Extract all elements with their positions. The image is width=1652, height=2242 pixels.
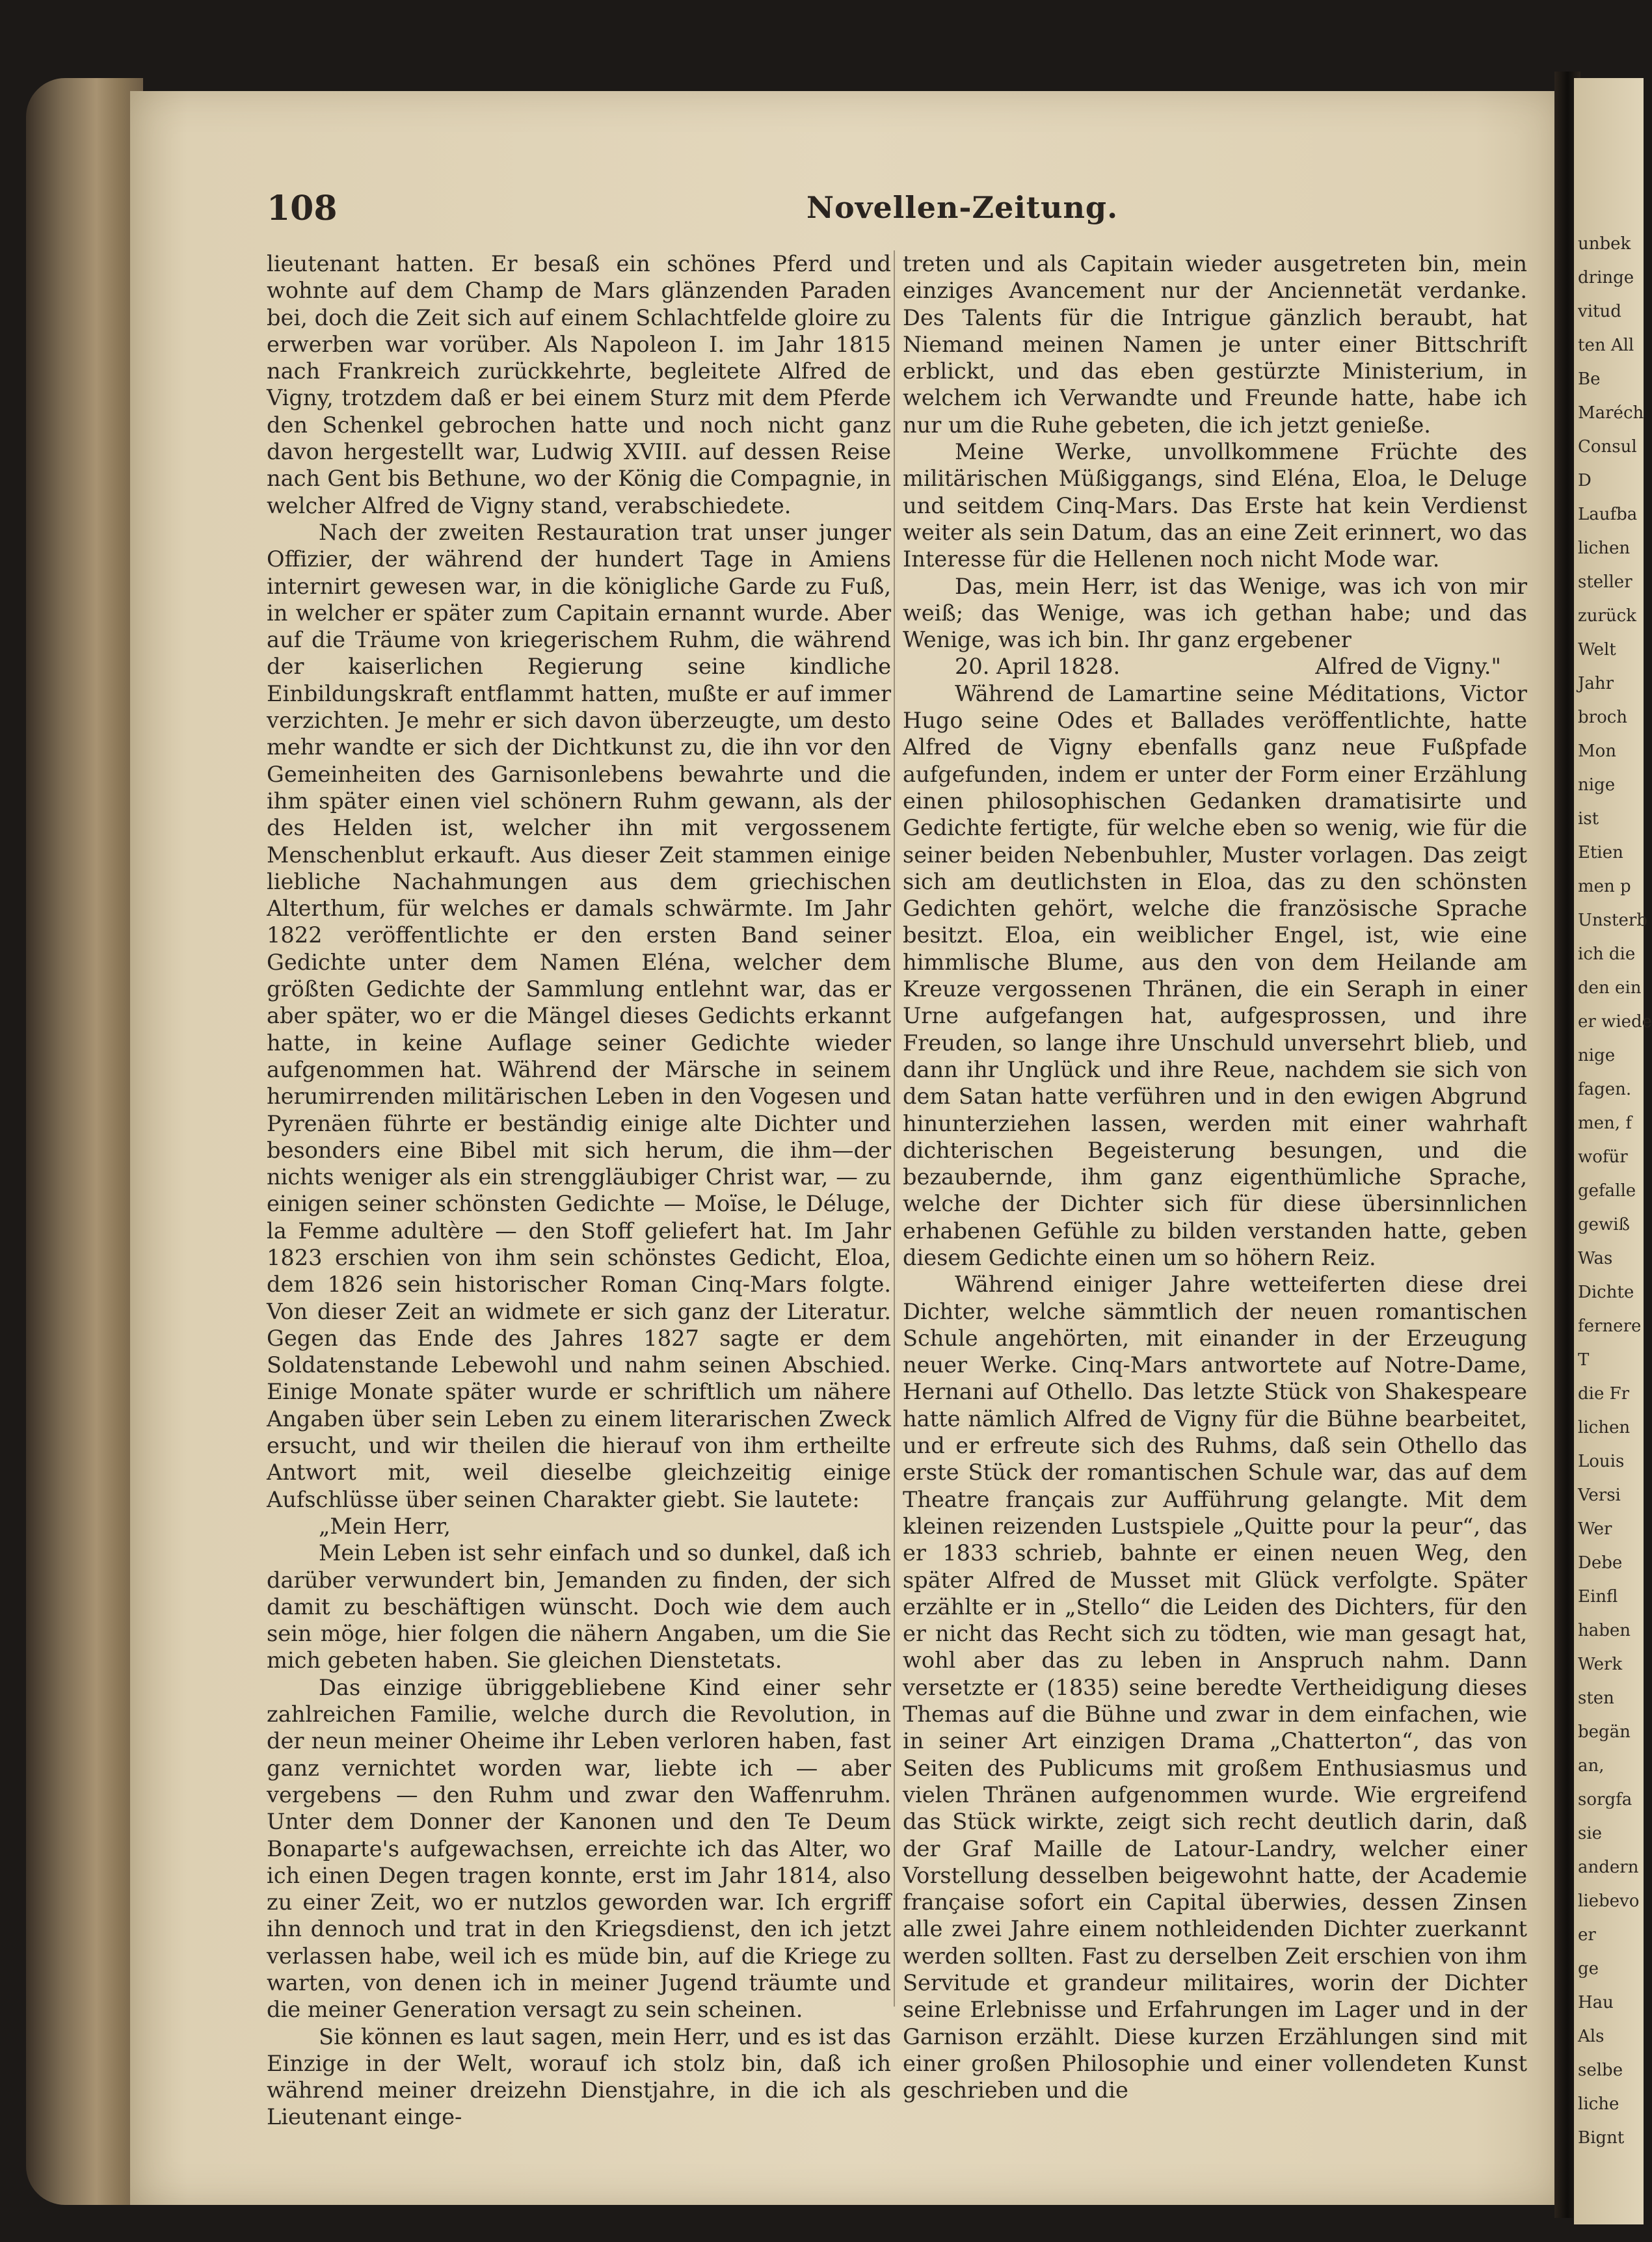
paragraph: lieutenant hatten. Er besaß ein schönes Pferd und wohnte auf dem Champ de Mars glänzenden Paraden bei, doch die Zeit sich auf einem Schlachtfelde gloire zu erwerben war vorüber. Als Napoleon I. im Jahr 1815 nach Frankreich zurückkehrte, begleitete Alfred de Vigny, trotzdem daß er bei einem Sturz mit dem Pferde den Schenkel gebrochen hatte und noch nicht ganz davon hergestellt war, Ludwig XVIII. auf dessen Reise nach Gent bis Bethune, wo der König die Compagnie, in welcher Alfred de Vigny stand, verabschiedete. (267, 251, 891, 518)
facing-page-text-fragment: gefalle (1578, 1181, 1636, 1201)
facing-page-text-fragment: wofür (1578, 1147, 1628, 1167)
paragraph: Das einzige übriggebliebene Kind einer sehr zahlreichen Familie, welche durch die Revolution, in der neun meiner Oheime ihr Leben verloren haben, fast ganz vernichtet worden war, liebte ich — aber vergebens — den Ruhm und zwar den Waffenruhm. Unter dem Donner der Kanonen und den Te Deum Bonaparte's aufgewachsen, erreichte ich das Alter, wo ich einen Degen tragen konnte, erst im Jahr 1814, also zu einer Zeit, wo er nutzlos geworden war. Ich ergriff ihn dennoch und trat in den Kriegsdienst, den ich jetzt verlassen habe, weil ich es müde bin, auf die Kriege zu warten, von denen ich in meiner Jugend träumte und die meiner Generation versagt zu sein scheinen. (267, 1674, 891, 2023)
facing-page-text-fragment: er (1578, 1925, 1596, 1945)
facing-page-text-fragment: Welt (1578, 640, 1616, 660)
facing-page-text-fragment: andern (1578, 1858, 1639, 1877)
facing-page-text-fragment: fernere (1578, 1316, 1642, 1336)
page-header (267, 189, 1535, 228)
journal-title: Novellen-Zeitung. (806, 190, 1119, 225)
facing-page-text-fragment: Hau (1578, 1993, 1614, 2012)
paragraph: Während de Lamartine seine Méditations, Victor Hugo seine Odes et Ballades veröffentlichte, hatte Alfred de Vigny ebenfalls ganz neue Fußpfade aufgefunden, indem er unter der Form einer Erzählung einen philosophischen Gedanken dramatisirte und Gedichte fertigte, für welche eben so wenig, wie für die seiner beiden Nebenbuhler, Muster vorlagen. Das zeigt sich am deutlichsten in Eloa, das zu den schönsten Gedichten gehört, welche die französische Sprache besitzt. Eloa, ein weiblicher Engel, ist, wie eine himmlische Blume, aus den von dem Heilande am Kreuze vergossenen Thränen, die ein Seraph in einer Urne aufgefangen hat, aufgesprossen, und ihre Freuden, so lange ihre Unschuld unversehrt blieb, und dann ihr Unglück und ihre Reue, nachdem sie sich von dem Satan hatte verführen und in den ewigen Abgrund hinunterziehen lassen, werden mit einer wahrhaft dichterischen Begeisterung besungen, und die bezaubernde, ihm ganz eigenthümliche Sprache, welche der Dichter sich für diese übersinnlichen erhabenen Gefühle zu bilden verstanden hatte, geben diesem Gedichte einen um so höhern Reiz. (903, 680, 1527, 1270)
facing-page-text-fragment: unbek (1578, 234, 1631, 254)
facing-page-text-fragment: haben (1578, 1621, 1631, 1640)
facing-page-text-fragment: Dichte (1578, 1283, 1634, 1302)
facing-page-text-fragment: ist (1578, 809, 1599, 829)
paragraph: treten und als Capitain wieder ausgetreten bin, mein einziges Avancement nur der Anciennetät verdanke. Des Talents für die Intrigue gänzlich beraubt, hat Niemand meinen Namen je unter einer Bittschrift erblickt, und das eben gestürzte Ministerium, in welchem ich Verwandte und Freunde hatte, habe ich nur um die Ruhe gebeten, die ich jetzt genieße. (903, 251, 1527, 438)
facing-page-text-fragment: lichen (1578, 1418, 1631, 1437)
letter-signature: Alfred de Vigny." (1315, 654, 1501, 680)
facing-page-text-fragment: Laufba (1578, 505, 1638, 524)
facing-page-text-fragment: fagen. (1578, 1080, 1632, 1099)
paragraph: Das, mein Herr, ist das Wenige, was ich von mir weiß; das Wenige, was ich gethan habe; und das Wenige, was ich bin. Ihr ganz ergebener (903, 573, 1527, 653)
letter-date: 20. April 1828. (955, 654, 1121, 680)
paragraph: Nach der zweiten Restauration trat unser junger Offizier, der während der hundert Tage in Amiens internirt gewesen war, in die königliche Garde zu Fuß, in welcher er später zum Capitain ernannt wurde. Aber auf die Träume von kriegerischem Ruhm, die während der kaiserlichen Regierung seine kindliche Einbildungskraft entflammt hatten, mußte er auf immer verzichten. Je mehr er sich davon überzeugte, um desto mehr wandte er sich der Dichtkunst zu, die ihn vor den Gemeinheiten des Garnisonlebens bewahrte und die ihm später einen viel schönern Ruhm gewann, als der des Helden ist, welcher ihn mit vergossenem Menschenblut erkauft. Aus dieser Zeit stammen einige liebliche Nachahmungen aus dem griechischen Alterthum, für welches er damals schwärmte. Im Jahr 1822 veröffentlichte er den ersten Band seiner Gedichte unter dem Namen Eléna, welcher dem größten Gedichte der Sammlung entlehnt war, das er aber später, wo er die Mängel dieses Gedichts erkannt hatte, in keine Auflage seiner Gedichte wieder aufgenommen hat. Während der Märsche in seinem herumirrenden militärischen Leben in den Vogesen und Pyrenäen führte er beständig einige alte Dichter und besonders eine Bibel mit sich herum, die ihm—der nichts weniger als ein strenggläubiger Christ war, — zu einigen seiner schönsten Gedichte — Moïse, le Déluge, la Femme adultère — den Stoff geliefert hat. Im Jahr 1823 erschien von ihm sein schönstes Gedicht, Eloa, dem 1826 sein historischer Roman Cinq-Mars folgte. Von dieser Zeit an widmete er sich ganz der Literatur. Gegen das Ende des Jahres 1827 sagte er dem Soldatenstande Lebewohl und nahm seinen Abschied. Einige Monate später wurde er schriftlich um nähere Angaben über sein Leben zu einem literarischen Zweck ersucht, und wir theilen die hierauf von ihm ertheilte Antwort mit, weil dieselbe gleichzeitig einige Aufschlüsse über seinen Charakter giebt. Sie lautete: (267, 519, 891, 1512)
facing-page-text-fragment: ten All (1578, 336, 1634, 355)
facing-page-text-fragment: ge (1578, 1959, 1599, 1979)
facing-page-text-fragment: Debe (1578, 1553, 1623, 1573)
facing-page-text-fragment: begän (1578, 1722, 1631, 1742)
facing-page-text-fragment: Wer (1578, 1519, 1612, 1539)
paragraph: Während einiger Jahre wetteiferten diese drei Dichter, welche sämmtlich der neuen romantischen Schule angehörten, mit einander in der Erzeugung neuer Werke. Cinq-Mars antwortete auf Notre-Dame, Hernani auf Othello. Das letzte Stück von Shakespeare hatte nämlich Alfred de Vigny für die Bühne bearbeitet, und er erfreute sich des Ruhms, daß sein Othello das erste Stück der romantischen Schule war, das auf dem Theatre français zur Aufführung gelangte. Mit dem kleinen reizenden Lustspiele „Quitte pour la peur“, das er 1833 schrieb, bahnte er einen neuen Weg, den später Alfred de Musset mit Glück verfolgte. Später erzählte er in „Stello“ die Leiden des Dichters, für den er nicht das Recht sich zu tödten, wie man gesagt hat, wohl aber das zu leben in Anspruch nahm. Dann versetzte er (1835) seine beredte Vertheidigung dieses Themas auf die Bühne und zwar in dem einfachen, wie in seiner Art einzigen Drama „Chatterton“, das von Seiten des Publicums mit großem Enthusiasmus und vielen Thränen aufgenommen wurde. Wie ergreifend das Stück wirkte, zeigt sich recht deutlich darin, daß der Graf Maille de Latour-Landry, welcher einer Vorstellung desselben beigewohnt hatte, der Academie française sofort ein Capital überwies, dessen Zinsen alle zwei Jahre einem nothleidenden Dichter zuerkannt werden sollten. Fast zu derselben Zeit erschien von ihm Servitude et grandeur militaires, worin der Dichter seine Erlebnisse und Erfahrungen im Lager und in der Garnison erzählt. Diese kurzen Erzählungen sind mit einer großen Philosophie und einer vollendeten Kunst geschrieben und die (903, 1272, 1527, 2103)
facing-page-text-fragment: D (1578, 471, 1592, 490)
facing-page-text-fragment: liche (1578, 2094, 1619, 2114)
facing-page-text-fragment: lichen (1578, 539, 1631, 558)
facing-page-text-fragment: an, (1578, 1756, 1605, 1776)
facing-page-text-fragment: Jahr (1578, 674, 1614, 693)
facing-page-text-fragment: nige (1578, 1046, 1616, 1065)
facing-page-text-fragment: Bignt (1578, 2128, 1625, 2148)
facing-page-text-fragment: zurück (1578, 606, 1636, 626)
paragraph: Sie können es laut sagen, mein Herr, und es ist das Einzige in der Welt, worauf ich stolz bin, daß ich während meiner dreizehn Dienstjahre, in die ich als Lieutenant einge- (267, 2023, 891, 2130)
facing-page-text-fragment: gewiß (1578, 1215, 1630, 1234)
facing-page-text-fragment: sie (1578, 1824, 1603, 1843)
facing-page-text-fragment: Als (1578, 2027, 1605, 2046)
facing-page-text-fragment: Mon (1578, 741, 1617, 761)
page-number: 108 (267, 189, 338, 228)
paragraph: Meine Werke, unvollkommene Früchte des militärischen Müßiggangs, sind Eléna, Eloa, le Deluge und seitdem Cinq-Mars. Das Erste hat kein Verdienst weiter als sein Datum, das an eine Zeit erinnert, wo das Interesse für die Hellenen noch nicht Mode war. (903, 439, 1527, 572)
paragraph (903, 653, 1527, 680)
column-divider (894, 250, 895, 2007)
facing-page-text-fragment: vitud (1578, 302, 1621, 321)
facing-page-text-fragment: Maréch (1578, 403, 1644, 423)
paragraph: „Mein Herr, (319, 1513, 451, 1539)
facing-page-text-fragment: sten (1578, 1688, 1614, 1708)
facing-page-text-fragment: Consul (1578, 437, 1637, 457)
facing-page-text-fragment: Be (1578, 369, 1601, 389)
facing-page-text-fragment: men, f (1578, 1114, 1632, 1133)
facing-page-text-fragment: broch (1578, 708, 1628, 727)
text-column-left (267, 250, 891, 2131)
facing-page-text-fragment: T (1578, 1350, 1590, 1370)
page-stack-edge (26, 78, 143, 2205)
facing-page-text-fragment: dringe (1578, 268, 1634, 287)
facing-page-text-fragment: sorgfa (1578, 1790, 1632, 1809)
facing-page-text-fragment: selbe (1578, 2061, 1623, 2080)
facing-page-text-fragment: den ein (1578, 978, 1642, 998)
facing-page-text-fragment: er wiede (1578, 1012, 1652, 1032)
facing-page-edge (1574, 78, 1652, 2224)
facing-page-text-fragment: men p (1578, 877, 1631, 896)
facing-page-text-fragment: Einfl (1578, 1587, 1618, 1607)
text-column-right (903, 250, 1527, 2103)
facing-page-text-fragment: liebevo (1578, 1891, 1640, 1911)
facing-page-text-fragment: Unsterb (1578, 911, 1647, 930)
paragraph: Mein Leben ist sehr einfach und so dunkel, daß ich darüber verwundert bin, Jemanden zu finden, der sich damit zu beschäftigen wünscht. Doch wie dem auch sein möge, hier folgen die nähern Angaben, um die Sie mich gebeten haben. Sie gleichen Dienstetats. (267, 1540, 891, 1674)
facing-page-text-fragment: Versi (1578, 1486, 1621, 1505)
facing-page-text-fragment: nige (1578, 775, 1616, 795)
facing-page-text-fragment: Werk (1578, 1655, 1623, 1674)
facing-page-text-fragment: die Fr (1578, 1384, 1630, 1404)
facing-page-text-fragment: ich die (1578, 944, 1636, 964)
facing-page-text-fragment: steller (1578, 572, 1632, 592)
facing-page-text-fragment: Was (1578, 1249, 1613, 1268)
facing-page-text-fragment: Etien (1578, 843, 1623, 862)
facing-page-text-fragment: Louis (1578, 1452, 1625, 1471)
